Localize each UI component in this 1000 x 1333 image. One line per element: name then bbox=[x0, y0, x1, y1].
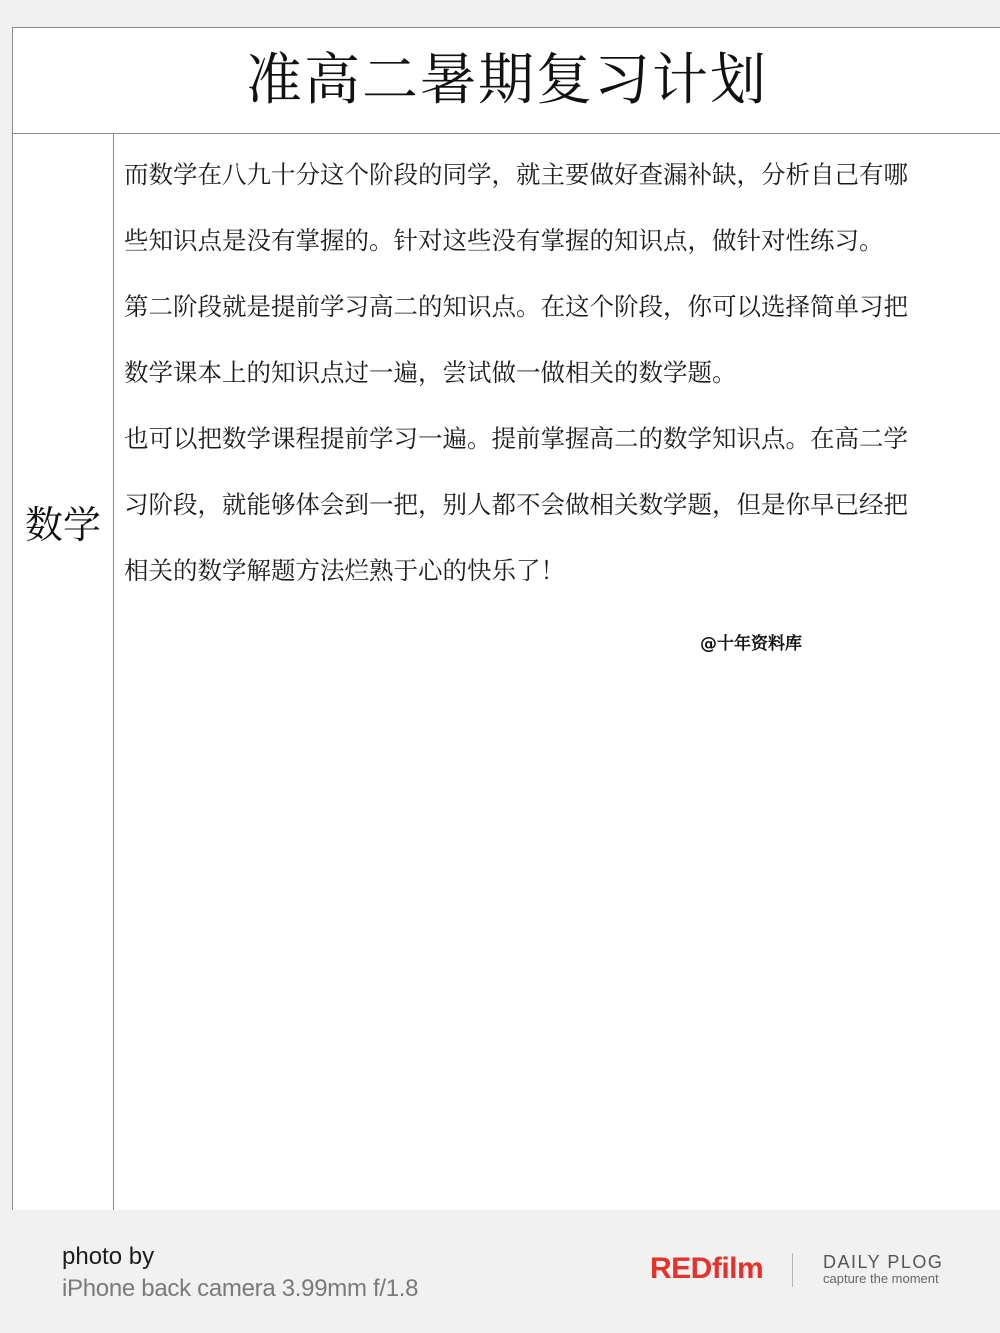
camera-info: iPhone back camera 3.99mm f/1.8 bbox=[62, 1275, 419, 1302]
plan-table bbox=[12, 27, 1000, 1210]
text-line: 第二阶段就是提前学习高二的知识点。在这个阶段，你可以选择简单习把 bbox=[124, 292, 908, 321]
tagline: capture the moment bbox=[823, 1271, 939, 1286]
photo-by-label: photo by bbox=[62, 1243, 155, 1270]
subject-cell bbox=[13, 134, 114, 1211]
title-row bbox=[13, 28, 1000, 134]
footer-divider bbox=[792, 1253, 793, 1287]
daily-plog-label: DAILY PLOG bbox=[823, 1252, 944, 1272]
content-cell bbox=[114, 134, 1000, 1211]
watermark-text: @十年资料库 bbox=[700, 634, 802, 654]
text-line: 些知识点是没有掌握的。针对这些没有掌握的知识点，做针对性练习。 bbox=[124, 226, 884, 255]
text-line: 也可以把数学课程提前学习一遍。提前掌握高二的数学知识点。在高二学 bbox=[124, 424, 908, 453]
brand-logo: REDfilm bbox=[650, 1252, 764, 1285]
page-title: 准高二暑期复习计划 bbox=[246, 47, 768, 113]
text-line: 相关的数学解题方法烂熟于心的快乐了！ bbox=[124, 556, 565, 585]
text-line: 而数学在八九十分这个阶段的同学，就主要做好查漏补缺，分析自己有哪 bbox=[124, 160, 908, 189]
text-line: 数学课本上的知识点过一遍，尝试做一做相关的数学题。 bbox=[124, 358, 737, 387]
text-line: 习阶段，就能够体会到一把，别人都不会做相关数学题，但是你早已经把 bbox=[124, 490, 908, 519]
subject-label: 数学 bbox=[24, 503, 101, 547]
